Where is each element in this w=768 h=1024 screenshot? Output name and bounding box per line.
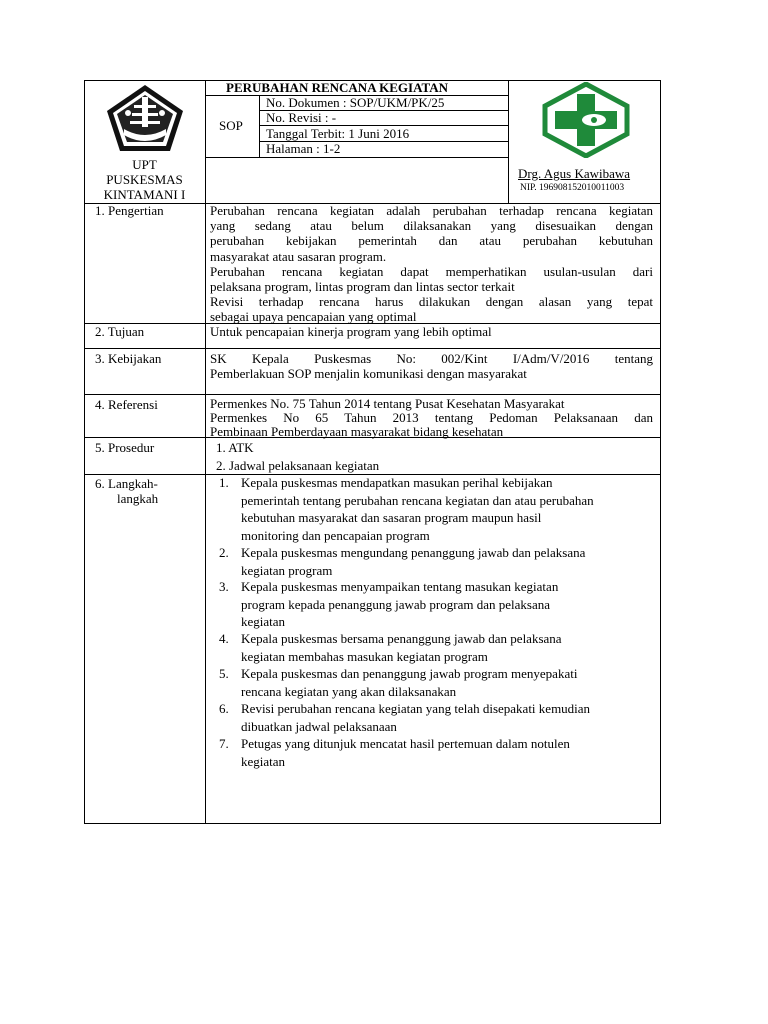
document-title: PERUBAHAN RENCANA KEGIATAN [226, 80, 448, 95]
label-referensi: 4. Referensi [95, 397, 158, 412]
prosedur-item-2: 2. Jadwal pelaksanaan kegiatan [216, 458, 380, 473]
signatory-nip: NIP. 196908152010011003 [520, 183, 625, 193]
puskesmas-logo [541, 82, 631, 158]
label-tujuan: 2. Tujuan [95, 324, 145, 339]
label-langkah: 6. Langkah- [95, 476, 158, 491]
label-kebijakan: 3. Kebijakan [95, 351, 162, 366]
referensi-text: Permenkes No. 75 Tahun 2014 tentang Pusat Kesehatan Masyarakat Permenkes No 65 Tahun 2013 tentang Pedoman Pelaksanaan dan Pembinaan Pemberdayaan masyarakat bidang kesehatan [210, 396, 653, 439]
sop-label: SOP [219, 118, 243, 133]
unit-name: UPT PUSKESMAS KINTAMANI I [103, 157, 186, 202]
logo-column-divider [508, 80, 509, 203]
bali-emblem-logo [104, 83, 186, 153]
halaman: Halaman : 1-2 [266, 141, 341, 156]
row-line-tujuan [84, 348, 661, 349]
label-column-divider [205, 80, 206, 824]
doc-block-bottom [205, 157, 508, 158]
tanggal-terbit: Tanggal Terbit: 1 Juni 2016 [266, 126, 410, 141]
no-dokumen: No. Dokumen : SOP/UKM/PK/25 [266, 95, 445, 110]
no-revisi: No. Revisi : - [266, 110, 337, 125]
label-pengertian: 1. Pengertian [95, 203, 164, 218]
signatory-name: Drg. Agus Kawibawa [518, 166, 631, 181]
row-line-kebijakan [84, 394, 661, 395]
label-prosedur: 5. Prosedur [95, 440, 155, 455]
tujuan-text: Untuk pencapaian kinerja program yang lebih optimal [210, 324, 492, 339]
prosedur-item-1: 1. ATK [216, 440, 254, 455]
table-border-bottom [84, 823, 661, 824]
pengertian-text: Perubahan rencana kegiatan adalah perubahan terhadap rencana kegiatan yang sedang atau belum dilaksanakan yang disesuaikan dengan perubahan kebijakan pemerintah dan atau perubahan kebutuhan masyarakat atau sasaran program. Perubahan rencana kegiatan dapat memperhatikan usulan-usulan dari pelaksana program, lintas program dan lintas sector terkait Revisi terhadap rencana harus dilakukan dengan alasan yang tepat sebagai upaya pencapaian yang optimal [210, 203, 653, 325]
sop-divider [259, 95, 260, 157]
label-langkah-cont: langkah [117, 491, 159, 506]
kebijakan-text: SK Kepala Puskesmas No: 002/Kint I/Adm/V/2016 tentang Pemberlakuan SOP menjalin komunikasi dengan masyarakat [210, 351, 653, 382]
